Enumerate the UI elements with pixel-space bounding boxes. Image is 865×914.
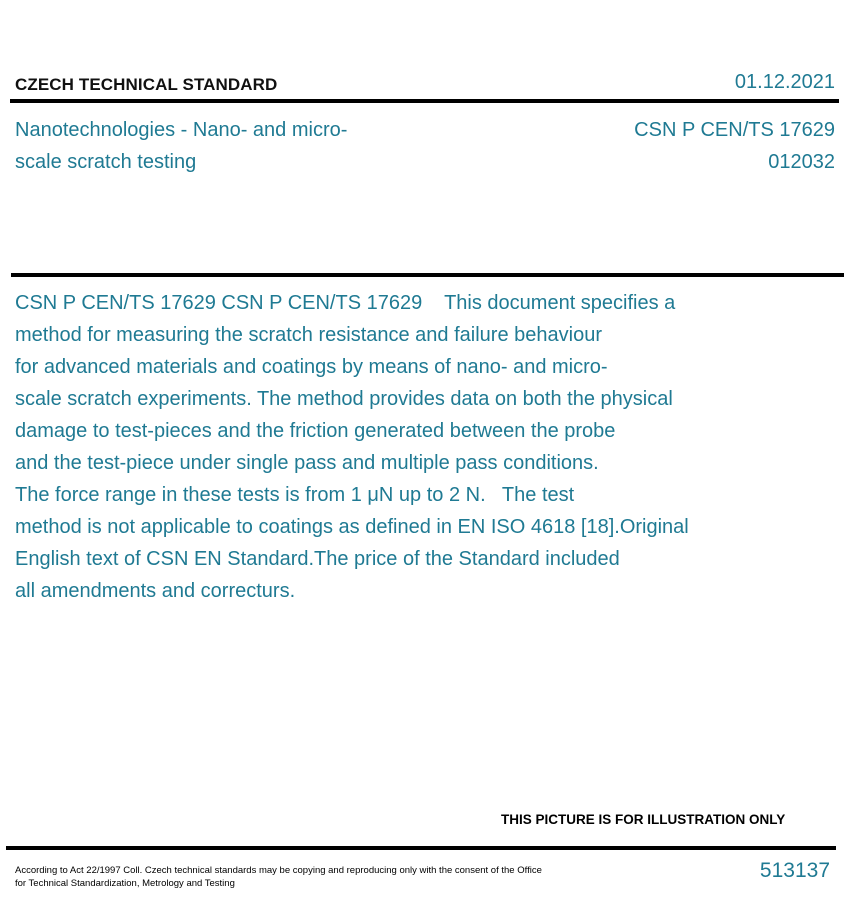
standard-title xyxy=(15,114,415,178)
abstract-line: method for measuring the scratch resistance and failure behaviour xyxy=(15,324,602,346)
abstract-line: and the test-piece under single pass and multiple pass conditions. xyxy=(15,452,599,474)
classification-code: 012032 xyxy=(768,151,835,173)
legal-notice-line: for Technical Standardization, Metrology and Testing xyxy=(15,878,235,889)
standard-title-line: scale scratch testing xyxy=(15,151,197,173)
abstract-text xyxy=(15,287,755,607)
abstract-line: CSN P CEN/TS 17629 CSN P CEN/TS 17629 This document specifies a xyxy=(15,292,676,314)
illustration-note: THIS PICTURE IS FOR ILLUSTRATION ONLY xyxy=(501,812,786,827)
standard-identification xyxy=(634,114,835,178)
section-divider xyxy=(11,273,844,277)
abstract-line: for advanced materials and coatings by means of nano- and micro- xyxy=(15,356,608,378)
abstract-line: scale scratch experiments. The method provides data on both the physical xyxy=(15,388,673,410)
abstract-line: all amendments and correcturs. xyxy=(15,580,296,602)
standard-title-line: Nanotechnologies - Nano- and micro- xyxy=(15,119,348,141)
abstract-line: English text of CSN EN Standard.The price of the Standard included xyxy=(15,548,620,570)
abstract-line: The force range in these tests is from 1 μN up to 2 N. The test xyxy=(15,484,575,506)
legal-notice xyxy=(15,864,595,890)
abstract-line: method is not applicable to coatings as defined in EN ISO 4618 [18].Original xyxy=(15,516,689,538)
issue-date: 01.12.2021 xyxy=(734,71,835,93)
legal-notice-line: According to Act 22/1997 Coll. Czech technical standards may be copying and reproducing only with the consent of the Office xyxy=(15,865,542,876)
catalog-number: 513137 xyxy=(759,859,830,882)
document-type-label: CZECH TECHNICAL STANDARD xyxy=(15,75,278,94)
footer-divider xyxy=(6,846,836,850)
abstract-line: damage to test-pieces and the friction generated between the probe xyxy=(15,420,616,442)
standard-designation: CSN P CEN/TS 17629 xyxy=(634,119,835,141)
header-divider xyxy=(10,99,839,103)
